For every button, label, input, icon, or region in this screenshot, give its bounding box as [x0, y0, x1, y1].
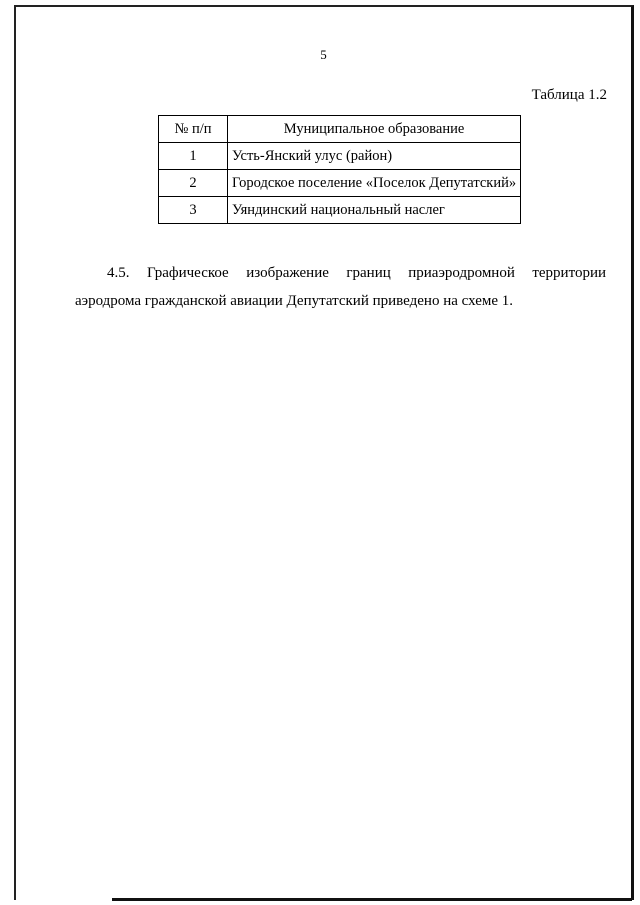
document-page [14, 5, 634, 900]
table-caption: Таблица 1.2 [531, 87, 607, 103]
table-row [159, 170, 521, 197]
page-number: 5 [320, 47, 327, 62]
header-municipality: Муниципальное образование [228, 116, 521, 143]
header-number: № п/п [159, 116, 228, 143]
table-row [159, 197, 521, 224]
municipality-table [158, 115, 521, 224]
row-number: 3 [159, 197, 228, 224]
table-row [159, 143, 521, 170]
row-municipality: Усть-Янский улус (район) [228, 143, 521, 170]
row-municipality: Городское поселение «Поселок Депутатский» [228, 170, 521, 197]
page-edge-shadow [112, 898, 632, 901]
row-municipality: Уяндинский национальный наслег [228, 197, 521, 224]
table-header-row [159, 116, 521, 143]
body-paragraph: 4.5. Графическое изображение границ приаэродромной территории аэродрома гражданской авиации Депутатский приведено на схеме 1. [75, 265, 606, 309]
row-number: 1 [159, 143, 228, 170]
row-number: 2 [159, 170, 228, 197]
